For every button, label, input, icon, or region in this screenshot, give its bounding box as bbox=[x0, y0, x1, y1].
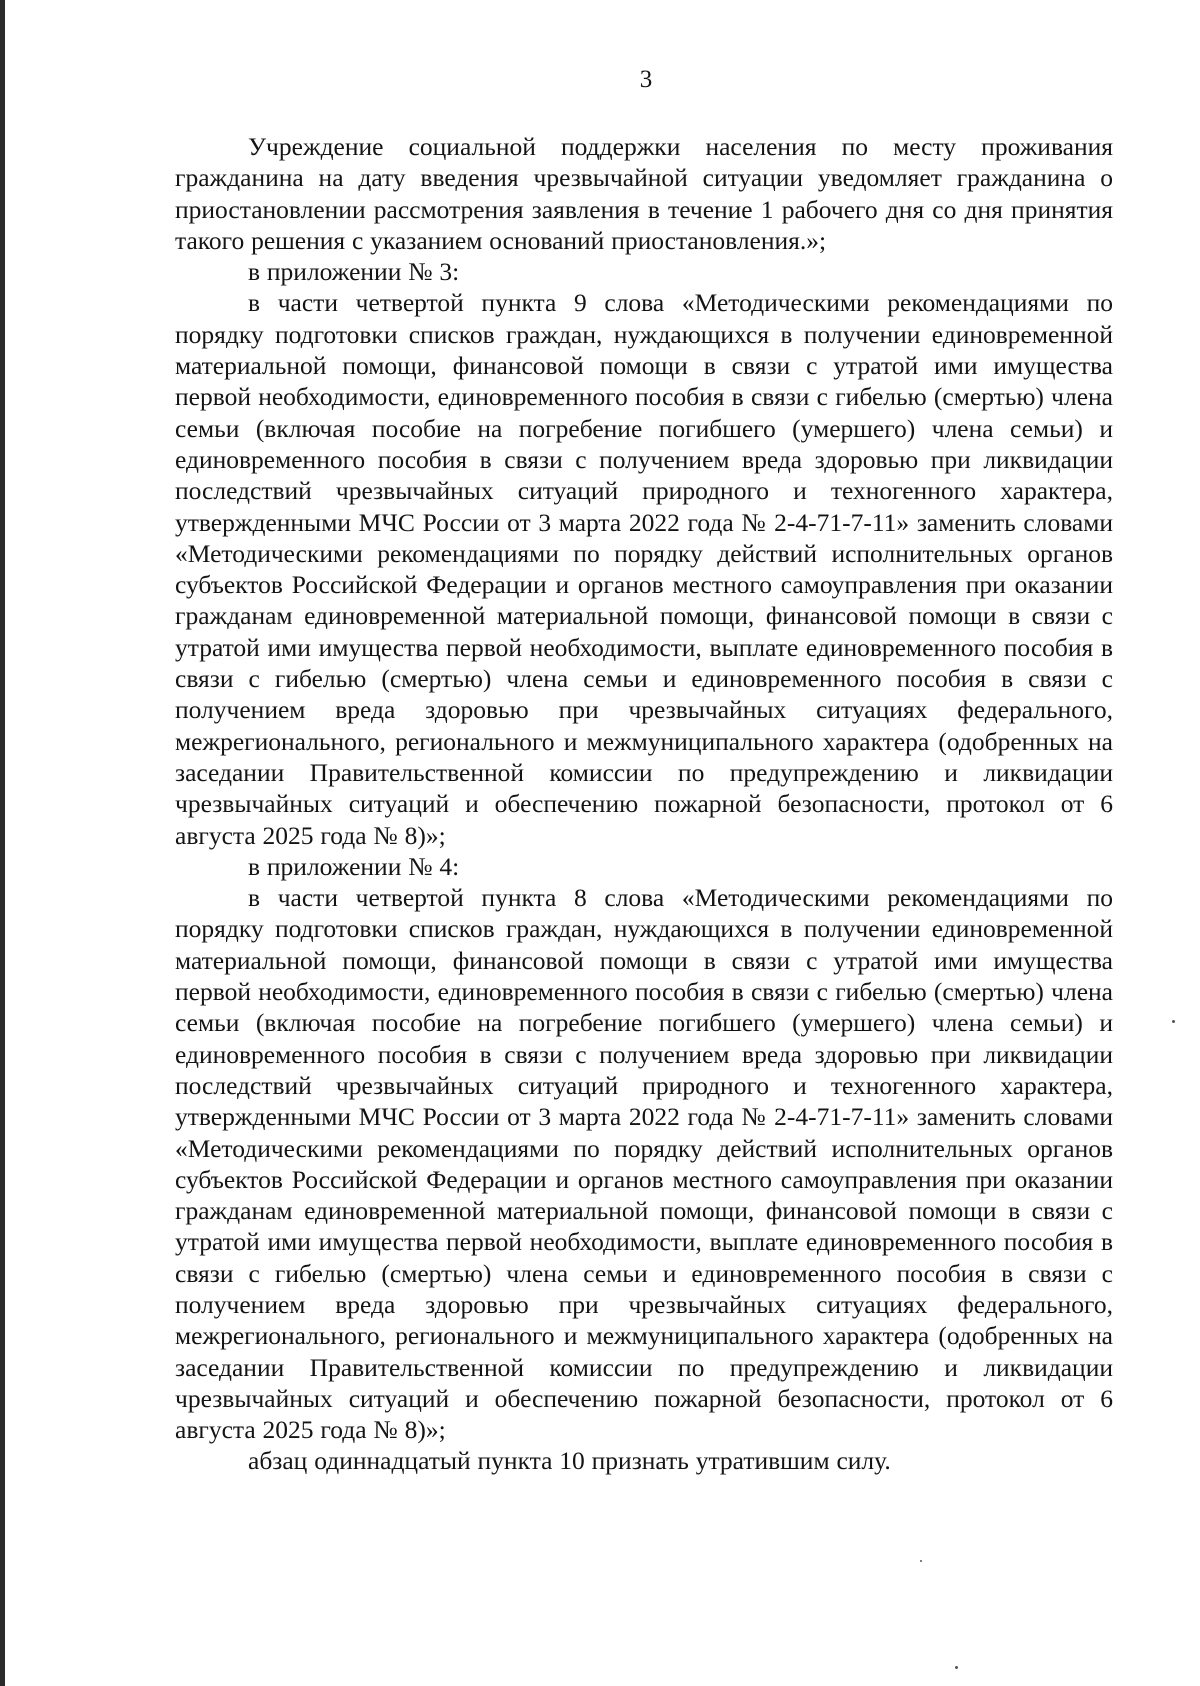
paragraph-repeal: абзац одиннадцатый пункта 10 признать утратившим силу. bbox=[248, 1446, 891, 1476]
paragraph-appendix-3-heading: в приложении № 3: bbox=[248, 257, 460, 287]
scan-speck bbox=[955, 1666, 958, 1669]
scan-speck bbox=[1172, 1020, 1175, 1023]
paragraph-appendix-3-amendment: в части четвертой пункта 9 слова «Методическими рекомендациями по порядку подготовки списков граждан, нуждающихся в получении единовременной материальной помощи, финансовой помощи в связи с утратой ими имущества первой необходимости, единовременного пособия в связи с гибелью (смертью) члена семьи (включая пособие на погребение погибшего (умершего) члена семьи) и единовременного пособия в связи с получением вреда здоровью при ликвидации последствий чрезвычайных ситуаций природного и техногенного характера, утвержденными МЧС России от 3 марта 2022 года № 2-4-71-7-11» заменить словами «Методическими рекомендациями по порядку действий исполнительных органов субъектов Российской Федерации и органов местного самоуправления при оказании гражданам единовременной материальной помощи, финансовой помощи в связи с утратой ими имущества первой необходимости, выплате единовременного пособия в связи с гибелью (смертью) члена семьи и единовременного пособия в связи с получением вреда здоровью при чрезвычайных ситуациях федерального, межрегионального, регионального и межмуниципального характера (одобренных на заседании Правительственной комиссии по предупреждению и ликвидации чрезвычайных ситуаций и обеспечению пожарной безопасности, протокол от 6 августа 2025 года № 8)»; bbox=[175, 288, 1113, 850]
paragraph-appendix-4-heading: в приложении № 4: bbox=[248, 851, 460, 881]
scan-edge-border bbox=[0, 0, 5, 1686]
scan-speck bbox=[920, 1560, 922, 1562]
document-body bbox=[175, 131, 1113, 1477]
page-number: 3 bbox=[639, 66, 653, 93]
paragraph-appendix-4-amendment: в части четвертой пункта 8 слова «Методическими рекомендациями по порядку подготовки списков граждан, нуждающихся в получении единовременной материальной помощи, финансовой помощи в связи с утратой ими имущества первой необходимости, единовременного пособия в связи с гибелью (смертью) члена семьи (включая пособие на погребение погибшего (умершего) члена семьи) и единовременного пособия в связи с получением вреда здоровью при ликвидации последствий чрезвычайных ситуаций природного и техногенного характера, утвержденными МЧС России от 3 марта 2022 года № 2-4-71-7-11» заменить словами «Методическими рекомендациями по порядку действий исполнительных органов субъектов Российской Федерации и органов местного самоуправления при оказании гражданам единовременной материальной помощи, финансовой помощи в связи с утратой ими имущества первой необходимости, выплате единовременного пособия в связи с гибелью (смертью) члена семьи и единовременного пособия в связи с получением вреда здоровью при чрезвычайных ситуациях федерального, межрегионального, регионального и межмуниципального характера (одобренных на заседании Правительственной комиссии по предупреждению и ликвидации чрезвычайных ситуаций и обеспечению пожарной безопасности, протокол от 6 августа 2025 года № 8)»; bbox=[175, 883, 1113, 1445]
paragraph-notification: Учреждение социальной поддержки населения по месту проживания гражданина на дату введения чрезвычайной ситуации уведомляет гражданина о приостановлении рассмотрения заявления в течение 1 рабочего дня со дня принятия такого решения с указанием оснований приостановления.»; bbox=[175, 132, 1113, 255]
